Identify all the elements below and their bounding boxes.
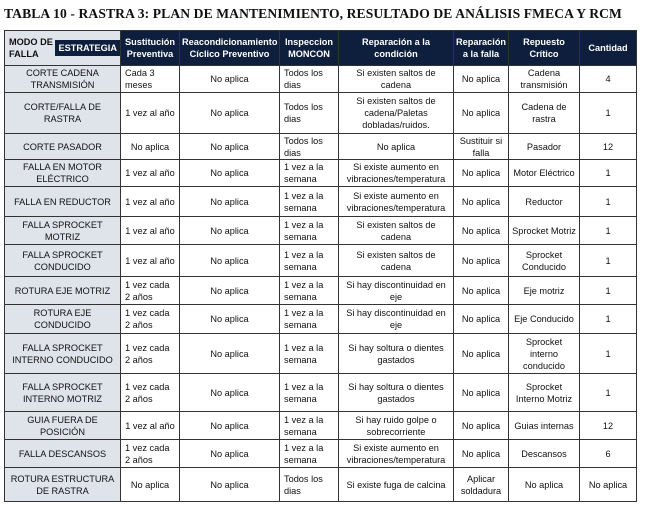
table-row bbox=[5, 468, 637, 502]
cell-reacondicionamiento: No aplica bbox=[180, 440, 280, 468]
cell-reacondicionamiento: No aplica bbox=[180, 374, 280, 412]
cell-sustitucion: 1 vez cada 2 años bbox=[121, 374, 180, 412]
cell-inspeccion: Todos los dias bbox=[280, 468, 339, 502]
cell-cantidad: 1 bbox=[580, 305, 637, 334]
cell-repuesto: Motor Eléctrico bbox=[509, 160, 580, 187]
cell-repuesto: Guias internas bbox=[509, 412, 580, 440]
cell-sustitucion: 1 vez cada 2 años bbox=[121, 440, 180, 468]
header-repuesto: Repuesto Crítico bbox=[509, 31, 580, 66]
cell-inspeccion: 1 vez a la semana bbox=[280, 277, 339, 305]
cell-reparacion-falla: No aplica bbox=[454, 217, 509, 245]
cell-inspeccion: 1 vez a la semana bbox=[280, 160, 339, 187]
table-row bbox=[5, 374, 637, 412]
cell-inspeccion: 1 vez a la semana bbox=[280, 412, 339, 440]
cell-inspeccion: Todos los dias bbox=[280, 66, 339, 93]
cell-inspeccion: 1 vez a la semana bbox=[280, 305, 339, 334]
cell-mode: ROTURA EJE CONDUCIDO bbox=[5, 305, 121, 334]
cell-repuesto: Sprocket interno conducido bbox=[509, 334, 580, 374]
table-row bbox=[5, 66, 637, 93]
cell-cantidad: 12 bbox=[580, 134, 637, 160]
table-row bbox=[5, 245, 637, 277]
cell-reacondicionamiento: No aplica bbox=[180, 412, 280, 440]
table-row bbox=[5, 440, 637, 468]
cell-reparacion-condicion: Si hay ruido golpe o sobrecorriente bbox=[339, 412, 454, 440]
cell-reparacion-condicion: Si hay discontinuidad en eje bbox=[339, 305, 454, 334]
cell-reacondicionamiento: No aplica bbox=[180, 305, 280, 334]
cell-reacondicionamiento: No aplica bbox=[180, 187, 280, 217]
cell-inspeccion: 1 vez a la semana bbox=[280, 187, 339, 217]
cell-reparacion-falla: No aplica bbox=[454, 277, 509, 305]
cell-reparacion-condicion: Si existen saltos de cadena bbox=[339, 245, 454, 277]
cell-reparacion-falla: No aplica bbox=[454, 305, 509, 334]
cell-sustitucion: No aplica bbox=[121, 468, 180, 502]
cell-cantidad: 1 bbox=[580, 187, 637, 217]
cell-sustitucion: 1 vez al año bbox=[121, 245, 180, 277]
cell-cantidad: 6 bbox=[580, 440, 637, 468]
cell-reacondicionamiento: No aplica bbox=[180, 134, 280, 160]
cell-reacondicionamiento: No aplica bbox=[180, 93, 280, 134]
table-body bbox=[5, 66, 637, 502]
cell-sustitucion: No aplica bbox=[121, 134, 180, 160]
table-header-row bbox=[5, 31, 637, 66]
cell-reparacion-falla: Aplicar soldadura bbox=[454, 468, 509, 502]
table-title: TABLA 10 - RASTRA 3: PLAN DE MANTENIMIENTO, RESULTADO DE ANÁLISIS FMECA Y RCM bbox=[4, 6, 622, 21]
cell-repuesto: Reductor bbox=[509, 187, 580, 217]
cell-cantidad: 1 bbox=[580, 245, 637, 277]
cell-inspeccion: 1 vez a la semana bbox=[280, 217, 339, 245]
cell-reparacion-falla: No aplica bbox=[454, 374, 509, 412]
table-row bbox=[5, 160, 637, 187]
table-row bbox=[5, 305, 637, 334]
cell-reparacion-falla: No aplica bbox=[454, 187, 509, 217]
cell-reparacion-condicion: Si hay soltura o dientes gastados bbox=[339, 374, 454, 412]
cell-reparacion-falla: No aplica bbox=[454, 245, 509, 277]
cell-mode: CORTE PASADOR bbox=[5, 134, 121, 160]
cell-reparacion-condicion: Si existe aumento en vibraciones/temperatura bbox=[339, 440, 454, 468]
cell-cantidad: 1 bbox=[580, 374, 637, 412]
header-reparacion-condicion: Reparación a la condición bbox=[339, 31, 454, 66]
cell-repuesto: Sprocket Interno Motriz bbox=[509, 374, 580, 412]
header-reparacion-falla: Reparación a la falla bbox=[454, 31, 509, 66]
cell-reparacion-condicion: Si existe aumento en vibraciones/temperatura bbox=[339, 187, 454, 217]
cell-repuesto: Pasador bbox=[509, 134, 580, 160]
cell-cantidad: 1 bbox=[580, 217, 637, 245]
cell-cantidad: 4 bbox=[580, 66, 637, 93]
cell-mode: FALLA SPROCKET MOTRIZ bbox=[5, 217, 121, 245]
cell-reparacion-falla: No aplica bbox=[454, 412, 509, 440]
cell-mode: FALLA DESCANSOS bbox=[5, 440, 121, 468]
cell-mode: ROTURA EJE MOTRIZ bbox=[5, 277, 121, 305]
table-row bbox=[5, 412, 637, 440]
cell-reparacion-falla: No aplica bbox=[454, 160, 509, 187]
cell-repuesto: Sprocket Conducido bbox=[509, 245, 580, 277]
cell-reparacion-condicion: Si hay soltura o dientes gastados bbox=[339, 334, 454, 374]
cell-sustitucion: 1 vez al año bbox=[121, 187, 180, 217]
header-cantidad: Cantidad bbox=[580, 31, 637, 66]
cell-reparacion-falla: No aplica bbox=[454, 93, 509, 134]
header-inspeccion: Inspeccion MONCON bbox=[280, 31, 339, 66]
cell-mode: ROTURA ESTRUCTURA DE RASTRA bbox=[5, 468, 121, 502]
cell-cantidad: 1 bbox=[580, 334, 637, 374]
table-row bbox=[5, 134, 637, 160]
cell-reacondicionamiento: No aplica bbox=[180, 245, 280, 277]
table-row bbox=[5, 334, 637, 374]
cell-sustitucion: 1 vez cada 2 años bbox=[121, 277, 180, 305]
cell-reacondicionamiento: No aplica bbox=[180, 160, 280, 187]
cell-reacondicionamiento: No aplica bbox=[180, 217, 280, 245]
cell-reacondicionamiento: No aplica bbox=[180, 277, 280, 305]
cell-cantidad: 12 bbox=[580, 412, 637, 440]
cell-mode: CORTE/FALLA DE RASTRA bbox=[5, 93, 121, 134]
header-reacondicionamiento: Reacondicionamiento Cíclico Preventivo bbox=[180, 31, 280, 66]
table-row bbox=[5, 93, 637, 134]
cell-reparacion-condicion: Si existen saltos de cadena/Paletas dobladas/ruidos. bbox=[339, 93, 454, 134]
cell-reparacion-falla: No aplica bbox=[454, 66, 509, 93]
cell-cantidad: 1 bbox=[580, 93, 637, 134]
cell-reparacion-falla: No aplica bbox=[454, 440, 509, 468]
cell-cantidad: No aplica bbox=[580, 468, 637, 502]
cell-reparacion-condicion: No aplica bbox=[339, 134, 454, 160]
cell-repuesto: Descansos bbox=[509, 440, 580, 468]
cell-mode: FALLA SPROCKET INTERNO CONDUCIDO bbox=[5, 334, 121, 374]
cell-inspeccion: 1 vez a la semana bbox=[280, 374, 339, 412]
cell-reparacion-condicion: Si existen saltos de cadena bbox=[339, 217, 454, 245]
cell-inspeccion: Todos los dias bbox=[280, 93, 339, 134]
cell-mode: FALLA EN MOTOR ELÉCTRICO bbox=[5, 160, 121, 187]
cell-sustitucion: Cada 3 meses bbox=[121, 66, 180, 93]
cell-inspeccion: 1 vez a la semana bbox=[280, 440, 339, 468]
table-row bbox=[5, 217, 637, 245]
header-mode-strategy bbox=[5, 31, 121, 66]
cell-sustitucion: 1 vez al año bbox=[121, 217, 180, 245]
cell-mode: CORTE CADENA TRANSMISIÓN bbox=[5, 66, 121, 93]
cell-cantidad: 1 bbox=[580, 277, 637, 305]
cell-repuesto: No aplica bbox=[509, 468, 580, 502]
cell-reparacion-condicion: Si existe fuga de calcina bbox=[339, 468, 454, 502]
cell-repuesto: Cadena transmisión bbox=[509, 66, 580, 93]
cell-mode: FALLA SPROCKET INTERNO MOTRIZ bbox=[5, 374, 121, 412]
cell-inspeccion: 1 vez a la semana bbox=[280, 245, 339, 277]
cell-reparacion-condicion: Si existe aumento en vibraciones/temperatura bbox=[339, 160, 454, 187]
cell-mode: FALLA EN REDUCTOR bbox=[5, 187, 121, 217]
cell-mode: GUIA FUERA DE POSICIÓN bbox=[5, 412, 121, 440]
cell-sustitucion: 1 vez cada 2 años bbox=[121, 305, 180, 334]
header-mode: MODO DE FALLA bbox=[9, 37, 53, 59]
cell-reacondicionamiento: No aplica bbox=[180, 468, 280, 502]
cell-cantidad: 1 bbox=[580, 160, 637, 187]
cell-reparacion-falla: No aplica bbox=[454, 334, 509, 374]
cell-sustitucion: 1 vez al año bbox=[121, 160, 180, 187]
cell-reacondicionamiento: No aplica bbox=[180, 66, 280, 93]
cell-repuesto: Cadena de rastra bbox=[509, 93, 580, 134]
header-sustitucion: Sustitución Preventiva bbox=[121, 31, 180, 66]
cell-repuesto: Eje motriz bbox=[509, 277, 580, 305]
cell-sustitucion: 1 vez al año bbox=[121, 93, 180, 134]
header-strategy: ESTRATEGIA bbox=[55, 40, 120, 56]
maintenance-plan-table bbox=[4, 30, 637, 502]
cell-inspeccion: 1 vez a la semana bbox=[280, 334, 339, 374]
cell-reparacion-condicion: Si hay discontinuidad en eje bbox=[339, 277, 454, 305]
cell-reacondicionamiento: No aplica bbox=[180, 334, 280, 374]
cell-reparacion-falla: Sustituir si falla bbox=[454, 134, 509, 160]
cell-reparacion-condicion: Si existen saltos de cadena bbox=[339, 66, 454, 93]
cell-repuesto: Sprocket Motriz bbox=[509, 217, 580, 245]
table-row bbox=[5, 187, 637, 217]
cell-sustitucion: 1 vez al año bbox=[121, 412, 180, 440]
cell-mode: FALLA SPROCKET CONDUCIDO bbox=[5, 245, 121, 277]
cell-inspeccion: Todos los dias bbox=[280, 134, 339, 160]
cell-repuesto: Eje Conducido bbox=[509, 305, 580, 334]
table-row bbox=[5, 277, 637, 305]
cell-sustitucion: 1 vez cada 2 años bbox=[121, 334, 180, 374]
